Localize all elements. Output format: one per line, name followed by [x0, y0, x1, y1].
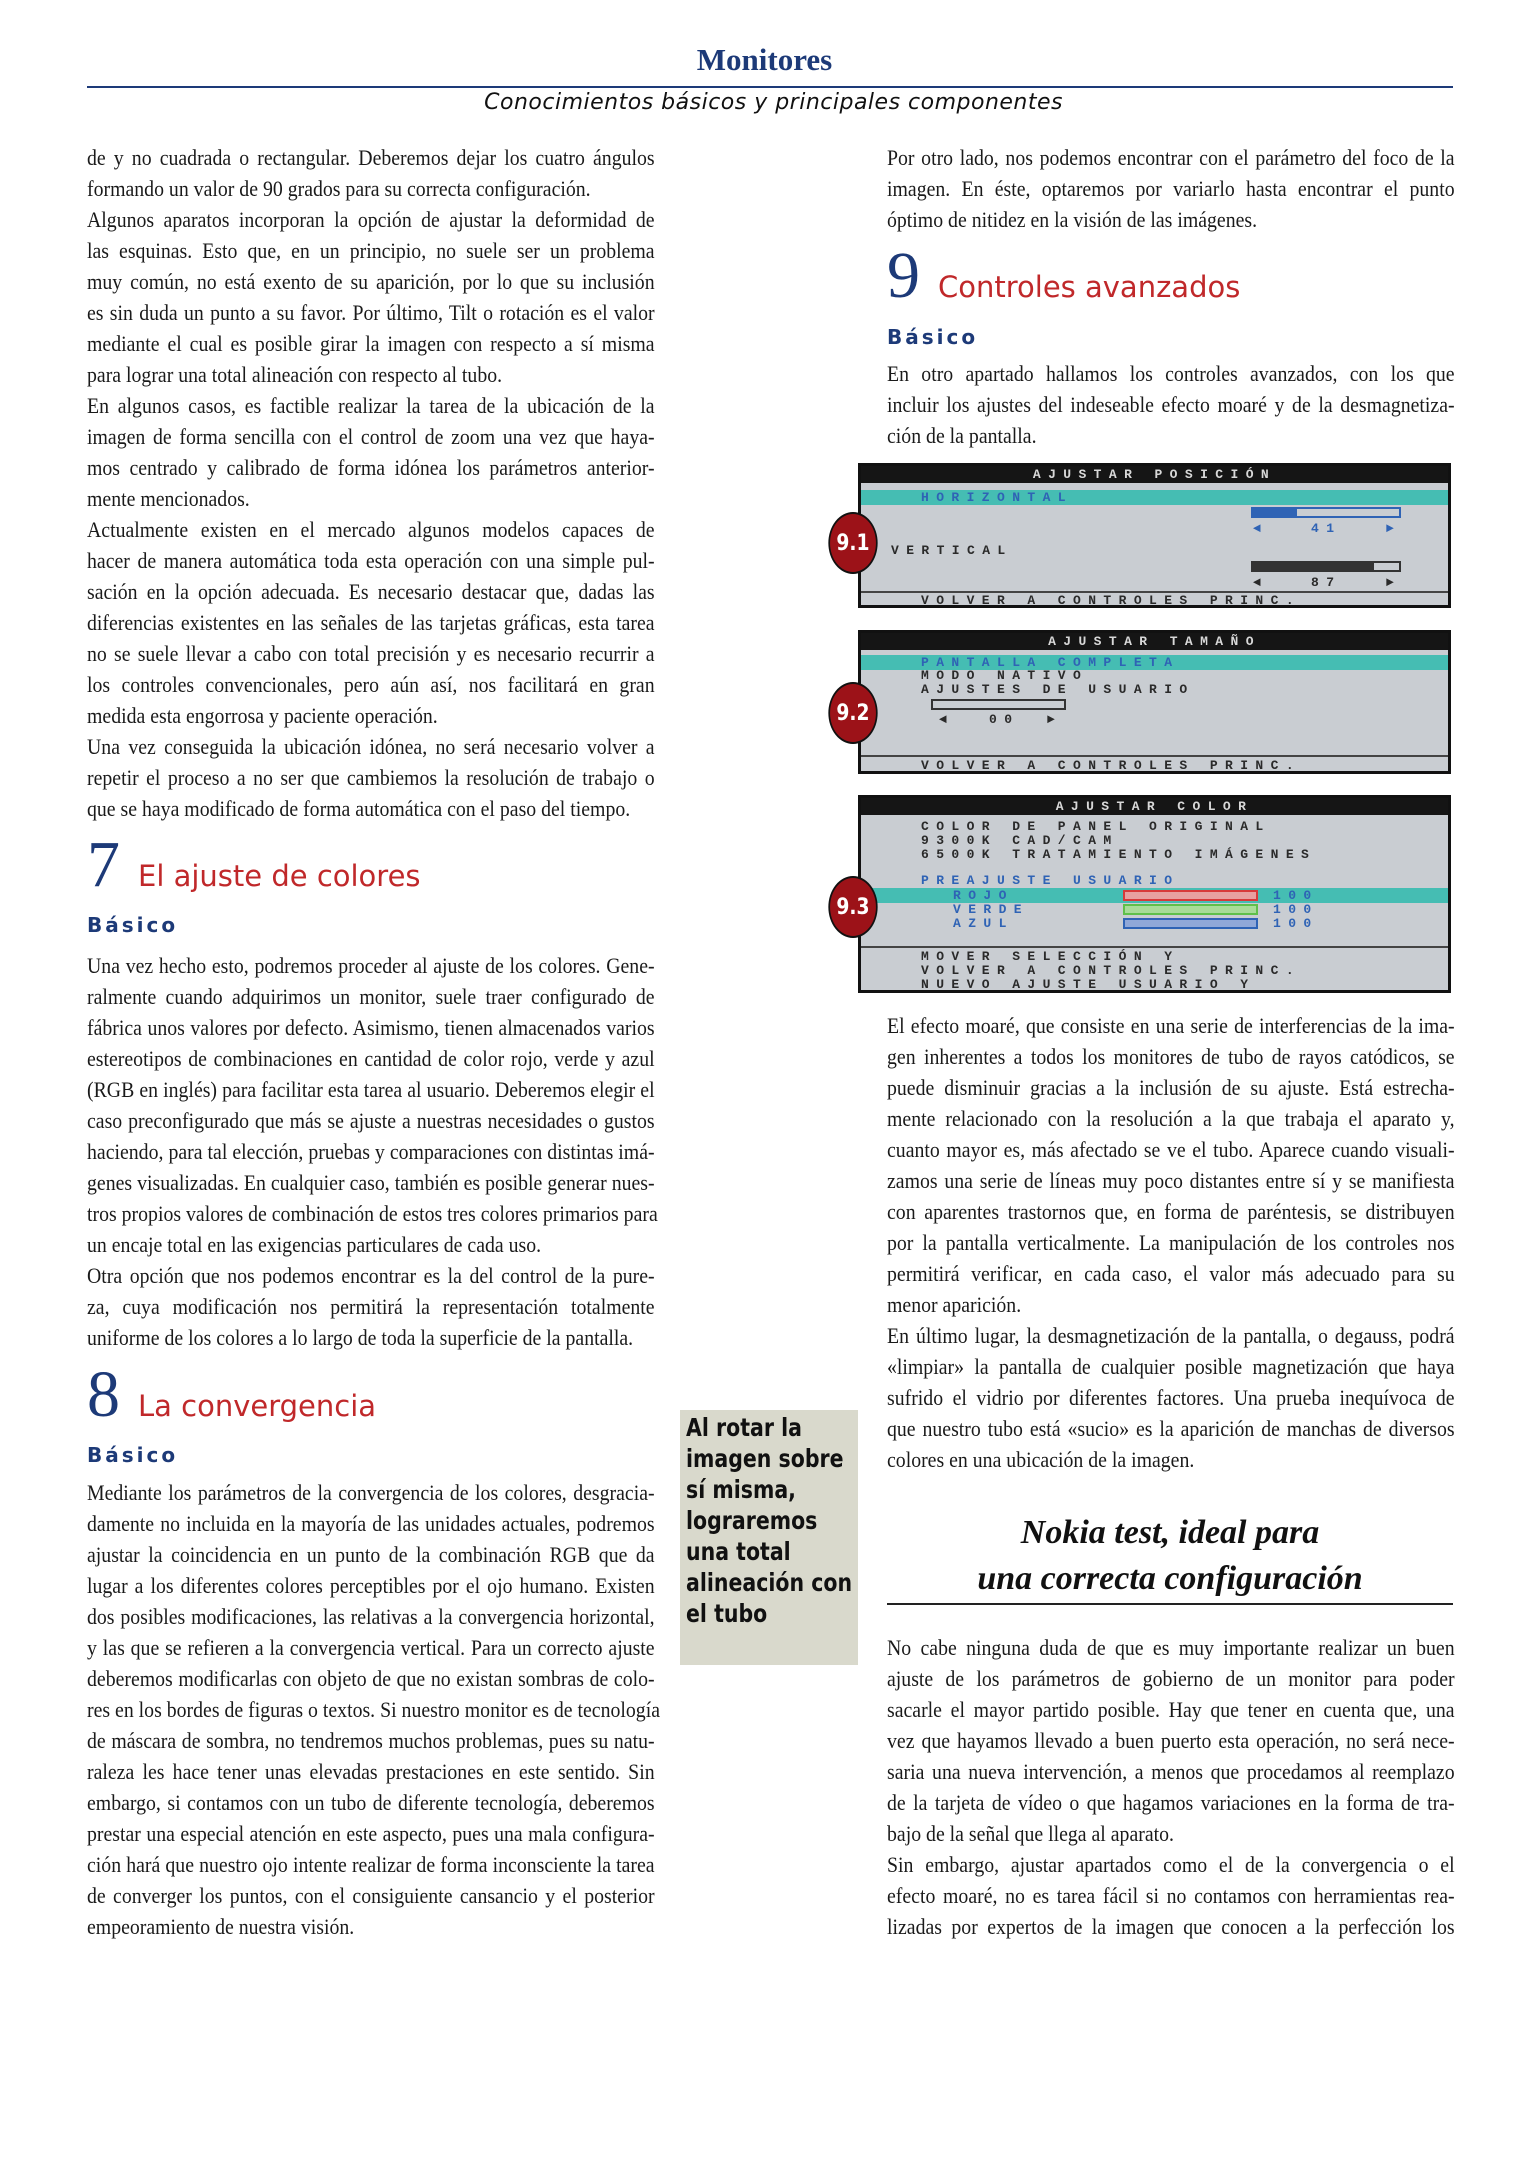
section-title: El ajuste de colores [138, 859, 421, 893]
osd-blue-value: 100 [1273, 916, 1319, 931]
text-line: para lograr una total alineación con respecto al tubo. [87, 362, 503, 387]
pull-quote-line: Al rotar la [686, 1413, 802, 1442]
section-title: La convergencia [138, 1389, 377, 1423]
text-line: Actualmente existen en el mercado algunos modelos capaces de [87, 517, 655, 542]
text-line: muy común, no está exento de su aparición, por lo que su inclusión [87, 269, 655, 294]
text-line: incluir los ajustes del indeseable efecto moaré y de la desmagnetiza- [887, 392, 1455, 417]
section-title: Controles avanzados [938, 270, 1241, 304]
text-line: Algunos aparatos incorporan la opción de ajustar la deformidad de [87, 207, 655, 232]
pull-quote-line: imagen sobre [686, 1444, 844, 1473]
osd-arrow-left-icon: ◄ [939, 712, 955, 727]
osd-footer: NUEVO AJUSTE USUARIO Y [921, 977, 1256, 992]
osd-green-slider [1123, 904, 1258, 915]
text-line: mos centrado y calibrado de forma idónea los parámetros anterior- [87, 455, 655, 480]
text-line: haciendo, para tal elección, pruebas y comparaciones con distintas imá- [87, 1139, 655, 1164]
text-line: tros propios valores de combinación de estos tres colores primarios para [87, 1201, 658, 1226]
text-line: mente relacionado con la resolución a la que trabaja el aparato y, [887, 1106, 1455, 1131]
section-9-text [887, 358, 1455, 451]
osd-item: MODO NATIVO [921, 668, 1089, 683]
text-line: colores en una ubicación de la imagen. [887, 1447, 1195, 1472]
osd-item-vertical: VERTICAL [891, 543, 1013, 558]
section-8-subheading: Básico [87, 1443, 179, 1467]
text-line: embargo, si contamos con un tubo de diferente tecnología, deberemos [87, 1790, 655, 1815]
osd-item: PANTALLA COMPLETA [921, 655, 1180, 670]
text-line: prestar una especial atención en este aspecto, pues una mala configura- [87, 1821, 655, 1846]
osd-green-value: 100 [1273, 902, 1319, 917]
text-line: ción de la pantalla. [887, 423, 1037, 448]
text-line: un encaje total en las exigencias particulares de cada uso. [87, 1232, 542, 1257]
text-line: no se suele llevar a cabo con total precisión y es necesario recurrir a [87, 641, 655, 666]
text-line: Una vez hecho esto, podremos proceder al ajuste de los colores. Gene- [87, 953, 655, 978]
page-header-title: Monitores [696, 42, 833, 77]
osd-screenshot-size [858, 630, 1451, 774]
text-line: de la tarjeta de vídeo o que hagamos variaciones en la forma de tra- [887, 1790, 1455, 1815]
osd-red-slider [1123, 890, 1258, 901]
text-line: za, cuya modificación nos permitirá la representación totalmente [87, 1294, 655, 1319]
osd-arrow-right-icon: ► [1047, 712, 1063, 727]
figure-badge: 9.1 [828, 512, 877, 574]
text-line: formando un valor de 90 grados para su correcta configuración. [87, 176, 591, 201]
text-line: lugar a los diferentes colores perceptibles por el ojo humano. Existen [87, 1573, 655, 1598]
osd-red-value: 100 [1273, 888, 1319, 903]
text-line: los controles convencionales, pero aún así, nos facilitará en gran [87, 672, 655, 697]
text-line: «limpiar» la pantalla de cualquier posible magnetización que haya [887, 1354, 1455, 1379]
text-line: de máscara de sombra, no tendremos muchos problemas, pues su natu- [87, 1728, 655, 1753]
text-line: ción hará que nuestro ojo intente realizar de forma inconsciente la tarea [87, 1852, 655, 1877]
text-line: de y no cuadrada o rectangular. Deberemos dejar los cuatro ángulos [87, 145, 655, 170]
text-line: El efecto moaré, que consiste en una serie de interferencias de la ima- [887, 1013, 1455, 1038]
text-line: saria una nueva intervención, a menos que procedamos al reemplazo [887, 1759, 1455, 1784]
section-number: 8 [87, 1358, 120, 1431]
text-line: Sin embargo, ajustar apartados como el de la convergencia o el [887, 1852, 1455, 1877]
text-line: mente mencionados. [87, 486, 250, 511]
text-line: res en los bordes de figuras o textos. Si nuestro monitor es de tecnología [87, 1697, 660, 1722]
text-line: Una vez conseguida la ubicación idónea, no será necesario volver a [87, 734, 655, 759]
section-7-subheading: Básico [87, 913, 179, 937]
osd-item: COLOR DE PANEL ORIGINAL [921, 819, 1271, 834]
osd-screenshot-color [858, 795, 1451, 993]
text-line: puede disminuir gracias a la inclusión de su ajuste. Está estrecha- [887, 1075, 1455, 1100]
text-line: sufrido el vidrio por diferentes factores. Una prueba inequívoca de [887, 1385, 1455, 1410]
osd-vertical-slider [1251, 561, 1401, 572]
left-intro-text [87, 142, 655, 824]
text-line: raleza les hace tener unas elevadas prestaciones en este sentido. Sin [87, 1759, 655, 1784]
text-line: No cabe ninguna duda de que es muy importante realizar un buen [887, 1635, 1455, 1660]
section-7-heading [87, 828, 421, 901]
text-line: En último lugar, la desmagnetización de la pantalla, o degauss, podrá [887, 1323, 1455, 1348]
osd-arrow-left-icon: ◄ [1253, 575, 1269, 590]
text-line: ajuste de los parámetros de gobierno de un monitor para poder [887, 1666, 1455, 1691]
header-rule [87, 86, 1453, 88]
osd-blue-slider [1123, 918, 1258, 929]
osd-footer: VOLVER A CONTROLES PRINC. [921, 593, 1302, 608]
osd-footer: VOLVER A CONTROLES PRINC. [921, 758, 1302, 773]
section-number: 7 [87, 828, 120, 901]
osd-footer: MOVER SELECCIÓN Y [921, 949, 1180, 964]
pull-quote-line: sí misma, [686, 1475, 796, 1504]
osd-item: AJUSTES DE USUARIO [921, 682, 1195, 697]
osd-footer: VOLVER A CONTROLES PRINC. [921, 963, 1302, 978]
text-line: mediante el cual es posible girar la imagen con respecto a sí misma [87, 331, 655, 356]
text-line: diferencias existentes en las señales de las tarjetas gráficas, esta tarea [87, 610, 655, 635]
text-line: de converger los puntos, con el consiguiente cansancio y el posterior [87, 1883, 655, 1908]
osd-size-value: 00 [989, 712, 1020, 727]
text-line: estereotipos de combinaciones en cantidad de color rojo, verde y azul [87, 1046, 655, 1071]
text-line: y las que se refieren a la convergencia vertical. Para un correcto ajuste [87, 1635, 655, 1660]
text-line: por la pantalla verticalmente. La manipulación de los controles nos [887, 1230, 1455, 1255]
moire-text [887, 1010, 1455, 1475]
osd-preset: PREAJUSTE USUARIO [921, 873, 1180, 888]
text-line: fábrica unos valores por defecto. Asimismo, tienen almacenados varios [87, 1015, 655, 1040]
text-line: En otro apartado hallamos los controles avanzados, con los que [887, 361, 1455, 386]
osd-item-horizontal: HORIZONTAL [921, 490, 1074, 505]
text-line: medida esta engorrosa y paciente operación. [87, 703, 438, 728]
text-line: bajo de la señal que llega al aparato. [887, 1821, 1174, 1846]
text-line: ajustar la coincidencia en un punto de la combinación RGB que da [87, 1542, 655, 1567]
section-8-text [87, 1477, 660, 1942]
text-line: dos posibles modificaciones, las relativas a la convergencia horizontal, [87, 1604, 655, 1629]
osd-item: 6500K TRATAMIENTO IMÁGENES [921, 847, 1317, 862]
section-9-subheading: Básico [887, 325, 979, 349]
text-line: ralmente cuando adquirimos un monitor, suele traer configurado de [87, 984, 655, 1009]
osd-horizontal-value: 41 [1311, 521, 1342, 536]
osd-horizontal-slider [1251, 507, 1401, 518]
pull-quote-line: alineación con [686, 1568, 853, 1597]
text-line: sacarle el mayor partido posible. Hay que tener en cuenta que, una [887, 1697, 1455, 1722]
text-line: con aparentes trastornos que, en forma de paréntesis, se distribuyen [887, 1199, 1455, 1224]
osd-channel-green: VERDE [953, 902, 1030, 917]
text-line: damente no incluida en la mayoría de las unidades actuales, podremos [87, 1511, 655, 1536]
figure-badge: 9.2 [828, 682, 877, 744]
osd-vertical-value: 87 [1311, 575, 1342, 590]
text-line: sación en la opción adecuada. Es necesario destacar que, dadas las [87, 579, 655, 604]
osd-channel-blue: AZUL [953, 916, 1014, 931]
text-line: que nuestro tubo está «sucio» es la aparición de manchas de diversos [887, 1416, 1455, 1441]
right-intro-text [887, 142, 1455, 235]
pull-quote-line: una total [686, 1537, 791, 1566]
pull-quote-line: lograremos [686, 1506, 818, 1535]
nokia-text [887, 1632, 1455, 1942]
text-line: imagen. En éste, optaremos por variarlo hasta encontrar el punto [887, 176, 1455, 201]
text-line: genes visualizadas. En cualquier caso, también es posible generar nues- [87, 1170, 655, 1195]
text-line: Por otro lado, nos podemos encontrar con el parámetro del foco de la [887, 145, 1455, 170]
text-line: Mediante los parámetros de la convergencia de los colores, desgracia- [87, 1480, 655, 1505]
page-header-subtitle: Conocimientos básicos y principales componentes [484, 90, 1063, 115]
section-9-heading [887, 239, 1241, 312]
osd-title: AJUSTAR COLOR [861, 798, 1448, 815]
text-line: óptimo de nitidez en la visión de las imágenes. [887, 207, 1258, 232]
osd-arrow-right-icon: ► [1386, 575, 1402, 590]
text-line: gen inherentes a todos los monitores de tubo de rayos catódicos, se [887, 1044, 1455, 1069]
text-line: las esquinas. Esto que, en un principio, no suele ser un problema [87, 238, 655, 263]
osd-channel-red: ROJO [953, 888, 1014, 903]
pull-quote-line: el tubo [686, 1599, 768, 1628]
osd-screenshot-position [858, 463, 1451, 608]
text-line: (RGB en inglés) para facilitar esta tarea al usuario. Deberemos elegir el [87, 1077, 655, 1102]
osd-item: 9300K CAD/CAM [921, 833, 1119, 848]
text-line: es sin duda un punto a su favor. Por último, Tilt o rotación es el valor [87, 300, 655, 325]
section-7-text [87, 950, 658, 1353]
text-line: cuanto mayor es, más afectado se ve el tubo. Aparece cuando visuali- [887, 1137, 1455, 1162]
osd-arrow-right-icon: ► [1386, 521, 1402, 536]
text-line: imagen de forma sencilla con el control de zoom una vez que haya- [87, 424, 655, 449]
text-line: permitirá verificar, en cada caso, el valor más adecuado para su [887, 1261, 1455, 1286]
pull-quote [680, 1410, 858, 1665]
osd-arrow-left-icon: ◄ [1253, 521, 1269, 536]
text-line: uniforme de los colores a lo largo de toda la superficie de la pantalla. [87, 1325, 634, 1350]
section-number: 9 [887, 239, 920, 312]
text-line: vez que hayamos llevado a buen puerto esta operación, no será nece- [887, 1728, 1455, 1753]
osd-title: AJUSTAR TAMAÑO [861, 633, 1448, 650]
text-line: repetir el proceso a no ser que cambiemos la resolución de trabajo o [87, 765, 655, 790]
text-line: caso preconfigurado que más se ajuste a nuestras necesidades o gustos [87, 1108, 655, 1133]
text-line: deberemos modificarlas con objeto de que no existan sombras de colo- [87, 1666, 655, 1691]
text-line: hacer de manera automática toda esta operación con una simple pul- [87, 548, 655, 573]
figure-badge: 9.3 [828, 876, 877, 938]
osd-divider [861, 755, 1448, 757]
text-line: zamos una serie de líneas muy poco distantes entre sí y se manifiesta [887, 1168, 1455, 1193]
nokia-box-title-line: una correcta configuración [977, 1560, 1363, 1597]
osd-divider [861, 946, 1448, 948]
text-line: que se haya modificado de forma automática con el paso del tiempo. [87, 796, 631, 821]
text-line: Otra opción que nos podemos encontrar es la del control de la pure- [87, 1263, 655, 1288]
nokia-title-rule [887, 1603, 1453, 1605]
text-line: En algunos casos, es factible realizar la tarea de la ubicación de la [87, 393, 655, 418]
text-line: lizadas por expertos de la imagen que conocen a la perfección los [887, 1914, 1455, 1939]
osd-title: AJUSTAR POSICIÓN [861, 466, 1448, 483]
section-8-heading [87, 1358, 377, 1431]
text-line: empeoramiento de nuestra visión. [87, 1914, 355, 1939]
osd-size-slider [931, 699, 1066, 710]
text-line: menor aparición. [887, 1292, 1022, 1317]
text-line: efecto moaré, no es tarea fácil si no contamos con herramientas rea- [887, 1883, 1455, 1908]
nokia-box-title-line: Nokia test, ideal para [1020, 1514, 1320, 1551]
